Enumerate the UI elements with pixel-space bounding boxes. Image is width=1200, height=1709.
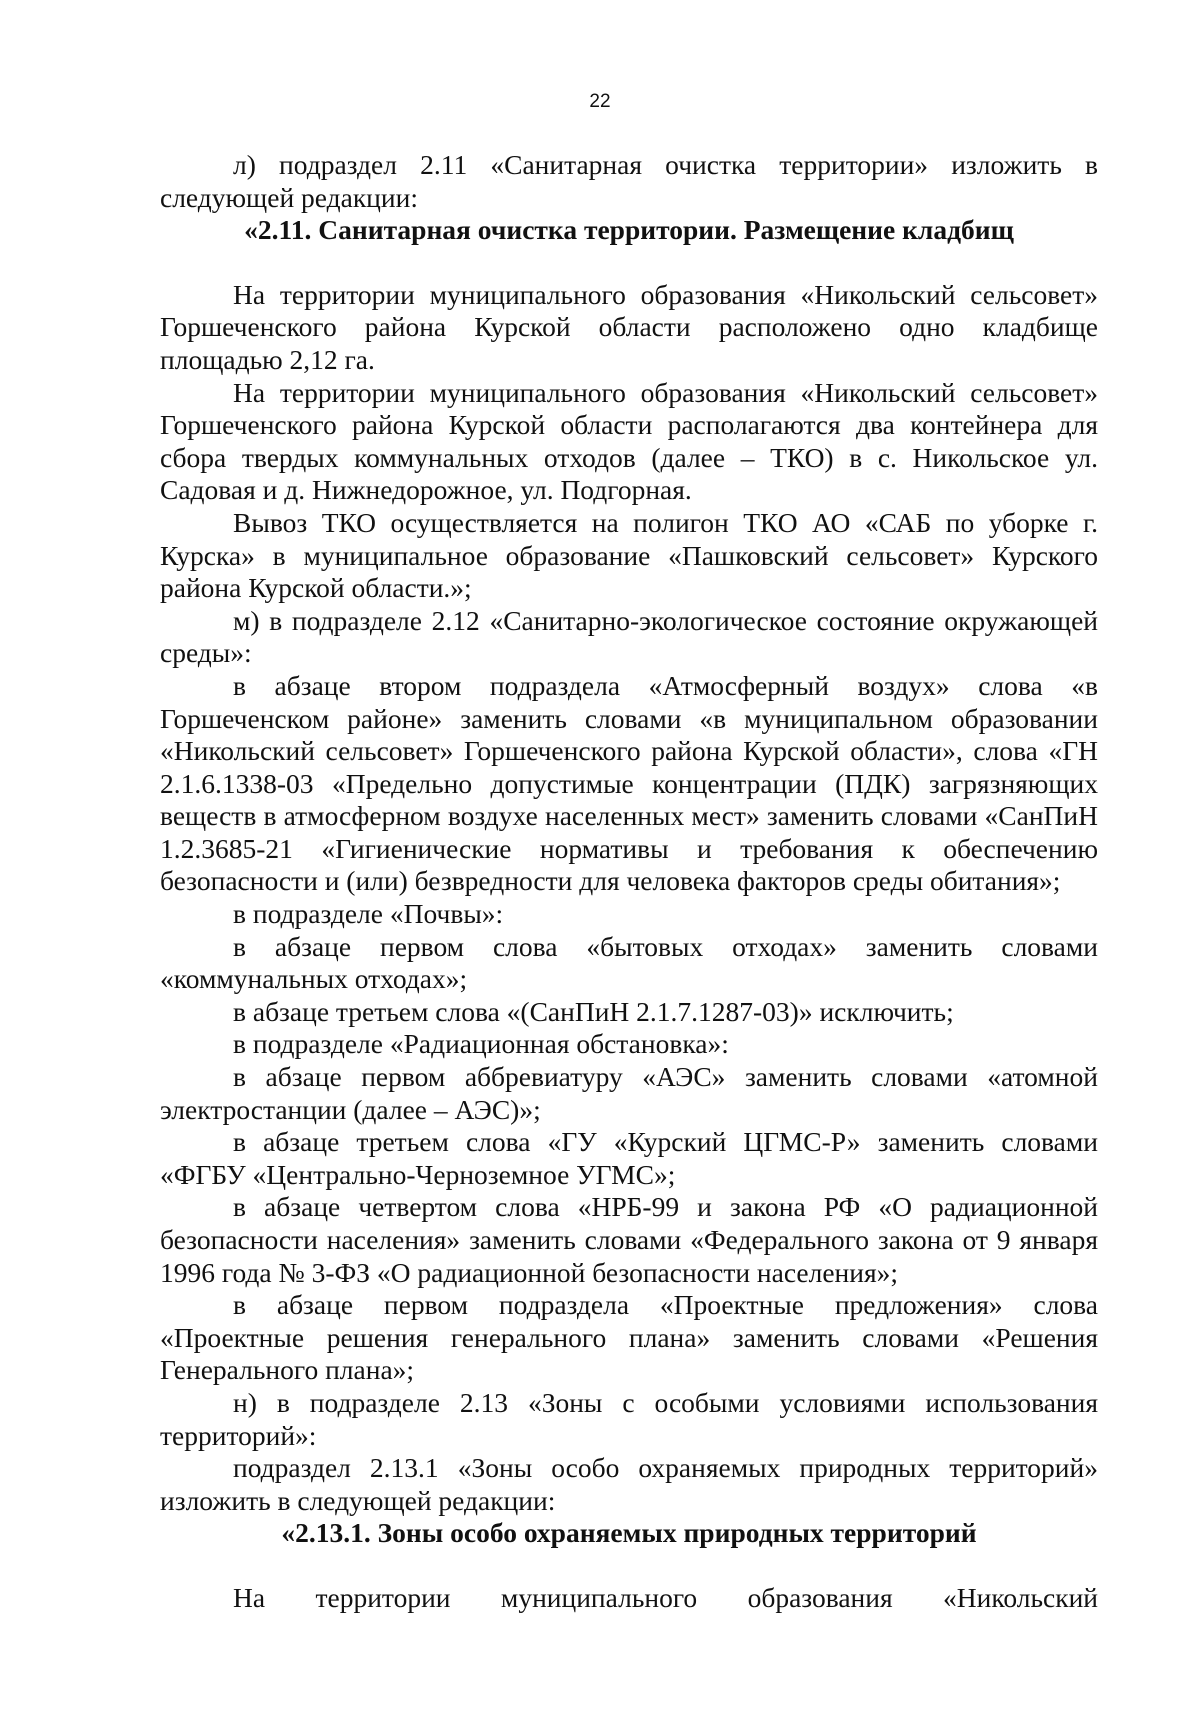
paragraph-item-m-intro: м) в подразделе 2.12 «Санитарно-экологическое состояние окружающей среды»: [160,604,1098,669]
paragraph-radiation-first: в абзаце первом аббревиатуру «АЭС» заменить словами «атомной электростанции (далее – АЭС)»; [160,1061,1098,1125]
document-body [160,149,1098,1615]
blank-line [160,1550,1098,1582]
paragraph-radiation-intro: в подразделе «Радиационная обстановка»: [233,1028,729,1060]
section-heading-2-11: «2.11. Санитарная очистка территории. Размещение кладбищ [244,214,1014,246]
paragraph-waste-removal: Вывоз ТКО осуществляется на полигон ТКО АО «САБ по уборке г. Курска» в муниципальное образование «Пашковский сельсовет» Курского района Курской области.»; [160,506,1098,604]
paragraph-atmospheric-air: в абзаце втором подраздела «Атмосферный воздух» слова «в Горшеченском районе» заменить словами «в муниципальном образовании «Никольский сельсовет» Горшеченского района Курской области», слова «ГН 2.1.6.1338-03 «Предельно допустимые концентрации (ПДК) загрязняющих веществ в атмосферном воздухе населенных мест» заменить словами «СанПиН 1.2.3685-21 «Гигиенические нормативы и требования к обеспечению безопасности и (или) безвредности для человека факторов среды обитания»; [160,669,1098,897]
paragraph-containers: На территории муниципального образования «Никольский сельсовет» Горшеченского района Курской области располагаются два контейнера для сбора твердых коммунальных отходов (далее – ТКО) в с. Никольское ул. Садовая и д. Нижнедорожное, ул. Подгорная. [160,376,1098,506]
paragraph-item-l-intro: л) подраздел 2.11 «Санитарная очистка территории» изложить в следующей редакции: [160,149,1098,213]
paragraph-radiation-fourth: в абзаце четвертом слова «НРБ-99 и закона РФ «О радиационной безопасности населения» заменить словами «Федерального закона от 9 января 1996 года № 3-ФЗ «О радиационной безопасности населения»; [160,1191,1098,1288]
paragraph-soils-third: в абзаце третьем слова «(СанПиН 2.1.7.1287-03)» исключить; [233,995,954,1027]
paragraph-radiation-third: в абзаце третьем слова «ГУ «Курский ЦГМС-Р» заменить словами «ФГБУ «Центрально-Черноземное УГМС»; [160,1126,1098,1190]
paragraph-2-13-1-intro: подраздел 2.13.1 «Зоны особо охраняемых природных территорий» изложить в следующей редакции: [160,1452,1098,1516]
section-heading-2-13-1: «2.13.1. Зоны особо охраняемых природных территорий [281,1517,977,1549]
paragraph-cemetery: На территории муниципального образования «Никольский сельсовет» Горшеченского района Курской области расположено одно кладбище площадью 2,12 га. [160,278,1098,375]
paragraph-soils-first: в абзаце первом слова «бытовых отходах» заменить словами «коммунальных отходах»; [160,930,1098,995]
page-number: 22 [589,91,611,112]
paragraph-project-proposals: в абзаце первом подраздела «Проектные предложения» слова «Проектные решения генерального плана» заменить словами «Решения Генерального плана»; [160,1289,1098,1386]
paragraph-protected-areas-start: На территории муниципального образования «Никольский [233,1581,1098,1613]
paragraph-soils-intro: в подразделе «Почвы»: [233,898,504,930]
blank-line [160,247,1098,279]
paragraph-item-n-intro: н) в подразделе 2.13 «Зоны с особыми условиями использования территорий»: [160,1386,1098,1451]
